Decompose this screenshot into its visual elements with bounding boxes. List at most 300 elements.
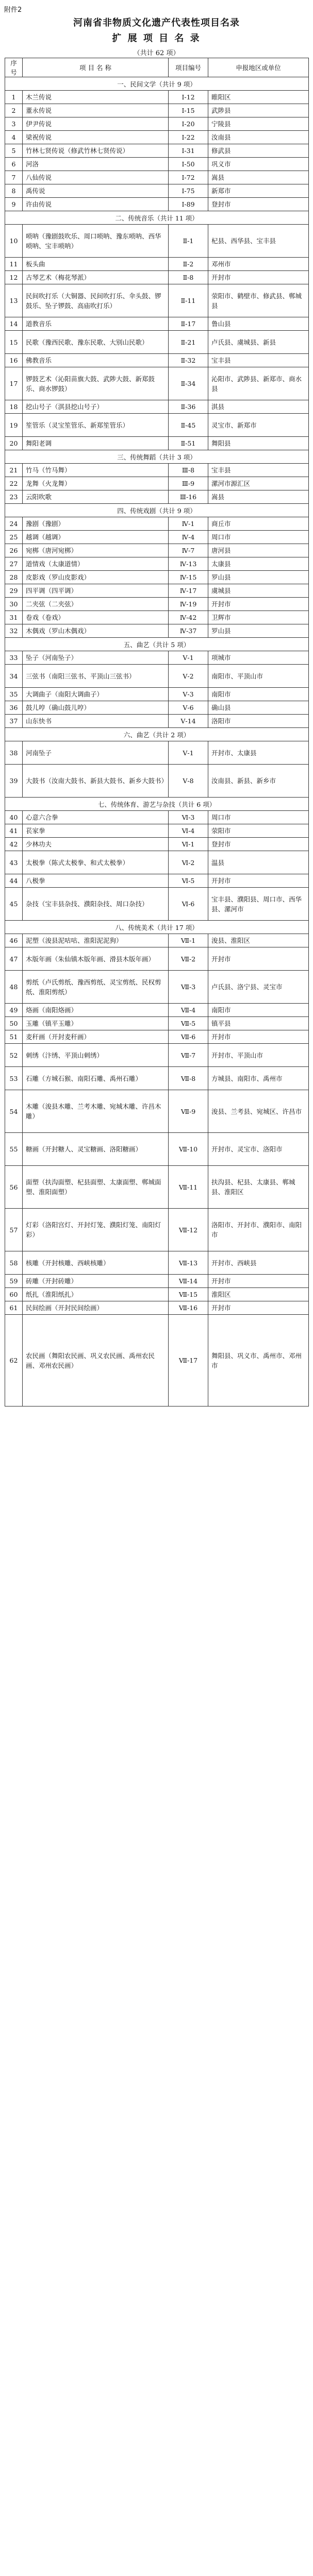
project-code: Ⅶ-14 xyxy=(169,1275,208,1288)
row-number: 30 xyxy=(5,598,23,611)
document-title: 河南省非物质文化遗产代表性项目名录 xyxy=(73,18,240,28)
applicant-unit: 商丘市 xyxy=(208,517,309,531)
row-number: 53 xyxy=(5,1067,23,1090)
table-row xyxy=(5,665,309,688)
table-row xyxy=(5,131,309,144)
project-name: 挖山号子（淇县挖山号子） xyxy=(23,400,169,414)
applicant-unit: 卫辉市 xyxy=(208,611,309,624)
row-number: 10 xyxy=(5,225,23,258)
header-unit: 申报地区或单位 xyxy=(208,58,309,77)
section-heading: 四、传统戏剧（共计 9 项） xyxy=(5,504,309,517)
applicant-unit: 舞阳县、巩义市、禹州市、邓州市 xyxy=(208,1315,309,1406)
project-name: 皮影戏（罗山皮影戏） xyxy=(23,571,169,584)
applicant-unit: 新郑市 xyxy=(208,184,309,198)
project-code: Ⅳ-19 xyxy=(169,598,208,611)
project-code: Ⅳ-42 xyxy=(169,611,208,624)
header-no: 序号 xyxy=(5,58,23,77)
table-row xyxy=(5,531,309,544)
table-row xyxy=(5,331,309,354)
project-code: Ⅰ-22 xyxy=(169,131,208,144)
project-name: 板头曲 xyxy=(23,258,169,271)
table-row xyxy=(5,1067,309,1090)
table-row xyxy=(5,1275,309,1288)
row-number: 31 xyxy=(5,611,23,624)
project-name: 苌家拳 xyxy=(23,824,169,838)
table-row xyxy=(5,91,309,104)
project-code: Ⅵ-5 xyxy=(169,874,208,888)
applicant-unit: 温县 xyxy=(208,851,309,874)
table-row xyxy=(5,437,309,450)
table-row xyxy=(5,571,309,584)
table-row xyxy=(5,851,309,874)
project-code: Ⅵ-6 xyxy=(169,888,208,921)
table-row xyxy=(5,1017,309,1030)
project-name: 四平调（四平调） xyxy=(23,584,169,598)
table-row xyxy=(5,464,309,477)
table-row xyxy=(5,1030,309,1044)
table-row xyxy=(5,1133,309,1166)
table-row xyxy=(5,271,309,284)
table-row xyxy=(5,701,309,715)
section-heading-row xyxy=(5,77,309,91)
row-number: 16 xyxy=(5,354,23,367)
project-code: Ⅶ-5 xyxy=(169,1017,208,1030)
table-row xyxy=(5,517,309,531)
row-number: 27 xyxy=(5,557,23,571)
project-name: 大鼓书（汝南大鼓书、新县大鼓书、新乡大鼓书） xyxy=(23,765,169,798)
project-code: Ⅳ-1 xyxy=(169,517,208,531)
row-number: 52 xyxy=(5,1044,23,1067)
applicant-unit: 漯河市源汇区 xyxy=(208,477,309,490)
applicant-unit: 嵩县 xyxy=(208,490,309,504)
document-subtitle: 扩 展 项 目 名 录 xyxy=(112,33,201,44)
row-number: 22 xyxy=(5,477,23,490)
applicant-unit: 开封市、灵宝市、洛阳市 xyxy=(208,1133,309,1166)
applicant-unit: 灵宝市、新郑市 xyxy=(208,414,309,437)
applicant-unit: 南阳市 xyxy=(208,688,309,701)
project-name: 卷戏（卷戏） xyxy=(23,611,169,624)
project-code: Ⅱ-11 xyxy=(169,284,208,317)
project-code: Ⅲ-8 xyxy=(169,464,208,477)
applicant-unit: 罗山县 xyxy=(208,571,309,584)
table-row xyxy=(5,490,309,504)
applicant-unit: 洛阳市、开封市、濮阳市、南阳市 xyxy=(208,1209,309,1251)
project-name: 竹林七贤传说（修武竹林七贤传说） xyxy=(23,144,169,158)
row-number: 48 xyxy=(5,971,23,1004)
table-row xyxy=(5,1301,309,1315)
row-number: 54 xyxy=(5,1090,23,1133)
table-row xyxy=(5,354,309,367)
project-code: Ⅱ-34 xyxy=(169,367,208,400)
row-number: 4 xyxy=(5,131,23,144)
project-name: 龙舞（火龙舞） xyxy=(23,477,169,490)
row-number: 39 xyxy=(5,765,23,798)
row-number: 61 xyxy=(5,1301,23,1315)
row-number: 29 xyxy=(5,584,23,598)
row-number: 12 xyxy=(5,271,23,284)
project-code: Ⅴ-2 xyxy=(169,665,208,688)
table-row xyxy=(5,715,309,728)
project-code: Ⅳ-17 xyxy=(169,584,208,598)
row-number: 44 xyxy=(5,874,23,888)
applicant-unit: 唐河县 xyxy=(208,544,309,557)
project-code: Ⅴ-14 xyxy=(169,715,208,728)
applicant-unit: 卢氏县、洛宁县、灵宝市 xyxy=(208,971,309,1004)
applicant-unit: 荥阳市 xyxy=(208,824,309,838)
project-code: Ⅱ-45 xyxy=(169,414,208,437)
project-code: Ⅶ-2 xyxy=(169,947,208,971)
project-name: 民间绘画（开封民间绘画） xyxy=(23,1301,169,1315)
row-number: 20 xyxy=(5,437,23,450)
table-row xyxy=(5,584,309,598)
table-row xyxy=(5,824,309,838)
table-row xyxy=(5,611,309,624)
applicant-unit: 沁阳市、武陟县、新郑市、商水县 xyxy=(208,367,309,400)
table-row xyxy=(5,811,309,824)
project-name: 豫剧（豫剧） xyxy=(23,517,169,531)
applicant-unit: 浚县、兰考县、宛城区、许昌市 xyxy=(208,1090,309,1133)
project-code: Ⅰ-20 xyxy=(169,117,208,131)
project-code: Ⅶ-10 xyxy=(169,1133,208,1166)
row-number: 13 xyxy=(5,284,23,317)
project-code: Ⅵ-4 xyxy=(169,824,208,838)
table-row xyxy=(5,1090,309,1133)
project-code: Ⅳ-7 xyxy=(169,544,208,557)
row-number: 17 xyxy=(5,367,23,400)
applicant-unit: 周口市 xyxy=(208,531,309,544)
row-number: 42 xyxy=(5,838,23,851)
section-heading: 八、传统美术（共计 17 项） xyxy=(5,921,309,934)
applicant-unit: 舞阳县 xyxy=(208,437,309,450)
project-name: 锣鼓艺术（沁阳苗旗大鼓、武陟大鼓、新郑鼓乐、商水锣鼓） xyxy=(23,367,169,400)
table-row xyxy=(5,171,309,184)
applicant-unit: 汝南县 xyxy=(208,131,309,144)
row-number: 1 xyxy=(5,91,23,104)
table-row xyxy=(5,557,309,571)
row-number: 37 xyxy=(5,715,23,728)
project-code: Ⅱ-17 xyxy=(169,317,208,331)
project-name: 竹马（竹马舞） xyxy=(23,464,169,477)
row-number: 6 xyxy=(5,158,23,171)
row-number: 40 xyxy=(5,811,23,824)
applicant-unit: 开封市、太康县 xyxy=(208,741,309,765)
applicant-unit: 开封市、平顶山市 xyxy=(208,1044,309,1067)
table-row xyxy=(5,225,309,258)
project-code: Ⅳ-15 xyxy=(169,571,208,584)
project-code: Ⅴ-8 xyxy=(169,765,208,798)
row-number: 46 xyxy=(5,934,23,947)
project-name: 禹传说 xyxy=(23,184,169,198)
project-name: 佛教音乐 xyxy=(23,354,169,367)
row-number: 2 xyxy=(5,104,23,117)
project-code: Ⅵ-2 xyxy=(169,851,208,874)
applicant-unit: 邓州市 xyxy=(208,258,309,271)
table-row xyxy=(5,624,309,638)
project-code: Ⅰ-31 xyxy=(169,144,208,158)
project-name: 石雕（方城石猴、南阳石雕、禹州石雕） xyxy=(23,1067,169,1090)
project-code: Ⅶ-4 xyxy=(169,1004,208,1017)
row-number: 33 xyxy=(5,651,23,665)
table-row xyxy=(5,367,309,400)
table-row xyxy=(5,198,309,211)
project-name: 唢呐（豫剧鼓吹乐、周口唢呐、豫东唢呐、西华唢呐、宝丰唢呐） xyxy=(23,225,169,258)
section-heading-row xyxy=(5,504,309,517)
row-number: 8 xyxy=(5,184,23,198)
project-name: 山东快书 xyxy=(23,715,169,728)
section-heading-row xyxy=(5,638,309,651)
applicant-unit: 鲁山县 xyxy=(208,317,309,331)
project-code: Ⅴ-6 xyxy=(169,701,208,715)
row-number: 32 xyxy=(5,624,23,638)
applicant-unit: 卢氏县、虞城县、新县 xyxy=(208,331,309,354)
project-code: Ⅰ-75 xyxy=(169,184,208,198)
project-name: 糖画（开封糖人、灵宝糖画、洛阳糖画） xyxy=(23,1133,169,1166)
project-code: Ⅰ-15 xyxy=(169,104,208,117)
row-number: 36 xyxy=(5,701,23,715)
table-row xyxy=(5,1166,309,1209)
applicant-unit: 项城市 xyxy=(208,651,309,665)
applicant-unit: 罗山县 xyxy=(208,624,309,638)
row-number: 55 xyxy=(5,1133,23,1166)
table-row xyxy=(5,598,309,611)
project-code: Ⅶ-13 xyxy=(169,1251,208,1275)
project-code: Ⅲ-9 xyxy=(169,477,208,490)
applicant-unit: 开封市 xyxy=(208,271,309,284)
row-number: 38 xyxy=(5,741,23,765)
section-heading: 三、传统舞蹈（共计 3 项） xyxy=(5,450,309,464)
project-code: Ⅰ-89 xyxy=(169,198,208,211)
row-number: 14 xyxy=(5,317,23,331)
table-row xyxy=(5,144,309,158)
section-heading-row xyxy=(5,211,309,225)
applicant-unit: 嵩县 xyxy=(208,171,309,184)
row-number: 3 xyxy=(5,117,23,131)
table-row xyxy=(5,1288,309,1301)
project-code: Ⅱ-2 xyxy=(169,258,208,271)
project-code: Ⅶ-12 xyxy=(169,1209,208,1251)
section-heading-row xyxy=(5,921,309,934)
row-number: 51 xyxy=(5,1030,23,1044)
applicant-unit: 开封市 xyxy=(208,598,309,611)
row-number: 43 xyxy=(5,851,23,874)
table-row xyxy=(5,158,309,171)
project-name: 道情戏（太康道情） xyxy=(23,557,169,571)
project-name: 刺绣（汴绣、平顶山刺绣） xyxy=(23,1044,169,1067)
applicant-unit: 睢阳区 xyxy=(208,91,309,104)
applicant-unit: 宝丰县 xyxy=(208,354,309,367)
project-name: 河南坠子 xyxy=(23,741,169,765)
row-number: 19 xyxy=(5,414,23,437)
applicant-unit: 虞城县 xyxy=(208,584,309,598)
applicant-unit: 方城县、南阳市、禹州市 xyxy=(208,1067,309,1090)
table-row xyxy=(5,888,309,921)
project-name: 河洛 xyxy=(23,158,169,171)
project-name: 八仙传说 xyxy=(23,171,169,184)
table-row xyxy=(5,741,309,765)
row-number: 18 xyxy=(5,400,23,414)
project-code: Ⅱ-51 xyxy=(169,437,208,450)
applicant-unit: 太康县 xyxy=(208,557,309,571)
table-row xyxy=(5,971,309,1004)
project-name: 剪纸（卢氏剪纸、豫西剪纸、灵宝剪纸、民权剪纸、淮阳剪纸） xyxy=(23,971,169,1004)
applicant-unit: 杞县、西华县、宝丰县 xyxy=(208,225,309,258)
project-name: 梁祝传说 xyxy=(23,131,169,144)
project-name: 民间吹打乐（大铜器、民间吹打乐、伞头鼓、锣鼓乐、坠子锣鼓、高庙吹打乐） xyxy=(23,284,169,317)
applicant-unit: 淮阳区 xyxy=(208,1288,309,1301)
applicant-unit: 荥阳市、鹤壁市、修武县、郸城县 xyxy=(208,284,309,317)
project-code: Ⅶ-8 xyxy=(169,1067,208,1090)
section-heading: 六、曲艺（共计 2 项） xyxy=(5,728,309,741)
project-code: Ⅵ-1 xyxy=(169,838,208,851)
row-number: 9 xyxy=(5,198,23,211)
project-name: 伊尹传说 xyxy=(23,117,169,131)
applicant-unit: 登封市 xyxy=(208,198,309,211)
project-name: 董永传说 xyxy=(23,104,169,117)
row-number: 45 xyxy=(5,888,23,921)
applicant-unit: 开封市 xyxy=(208,1030,309,1044)
project-table xyxy=(5,58,309,1406)
table-row xyxy=(5,1251,309,1275)
total-note: （共计 62 项） xyxy=(133,49,180,57)
table-row xyxy=(5,104,309,117)
project-name: 大调曲子（南阳大调曲子） xyxy=(23,688,169,701)
project-code: Ⅲ-16 xyxy=(169,490,208,504)
section-heading-row xyxy=(5,450,309,464)
applicant-unit: 修武县 xyxy=(208,144,309,158)
project-name: 舞阳老调 xyxy=(23,437,169,450)
project-code: Ⅱ-8 xyxy=(169,271,208,284)
table-row xyxy=(5,947,309,971)
project-code: Ⅱ-36 xyxy=(169,400,208,414)
project-code: Ⅶ-1 xyxy=(169,934,208,947)
project-name: 木雕（浚县木雕、兰考木雕、宛城木雕、许昌木雕） xyxy=(23,1090,169,1133)
row-number: 57 xyxy=(5,1209,23,1251)
table-row xyxy=(5,838,309,851)
applicant-unit: 洛阳市 xyxy=(208,715,309,728)
project-code: Ⅶ-9 xyxy=(169,1090,208,1133)
project-code: Ⅶ-11 xyxy=(169,1166,208,1209)
table-row xyxy=(5,765,309,798)
project-code: Ⅴ-3 xyxy=(169,688,208,701)
table-row xyxy=(5,1044,309,1067)
section-heading-row xyxy=(5,728,309,741)
table-row xyxy=(5,1004,309,1017)
project-name: 八极拳 xyxy=(23,874,169,888)
project-name: 民歌（豫西民歌、豫东民歌、大别山民歌） xyxy=(23,331,169,354)
row-number: 47 xyxy=(5,947,23,971)
row-number: 56 xyxy=(5,1166,23,1209)
project-name: 木偶戏（罗山木偶戏） xyxy=(23,624,169,638)
project-code: Ⅶ-7 xyxy=(169,1044,208,1067)
project-code: Ⅴ-1 xyxy=(169,741,208,765)
project-name: 灯彩（洛阳宫灯、开封灯笼、濮阳灯笼、南阳灯彩） xyxy=(23,1209,169,1251)
project-code: Ⅶ-16 xyxy=(169,1301,208,1315)
project-code: Ⅰ-50 xyxy=(169,158,208,171)
project-name: 杂技（宝丰县杂技、濮阳杂技、周口杂技） xyxy=(23,888,169,921)
table-row xyxy=(5,688,309,701)
row-number: 21 xyxy=(5,464,23,477)
row-number: 59 xyxy=(5,1275,23,1288)
applicant-unit: 淇县 xyxy=(208,400,309,414)
project-code: Ⅱ-21 xyxy=(169,331,208,354)
project-name: 农民画（舞阳农民画、巩义农民画、禹州农民画、邓州农民画） xyxy=(23,1315,169,1406)
row-number: 50 xyxy=(5,1017,23,1030)
project-code: Ⅰ-12 xyxy=(169,91,208,104)
applicant-unit: 南阳市 xyxy=(208,1004,309,1017)
project-code: Ⅱ-32 xyxy=(169,354,208,367)
project-code: Ⅴ-1 xyxy=(169,651,208,665)
project-name: 三弦书（南阳三弦书、平顶山三弦书） xyxy=(23,665,169,688)
row-number: 26 xyxy=(5,544,23,557)
project-name: 烙画（南阳烙画） xyxy=(23,1004,169,1017)
table-row xyxy=(5,258,309,271)
row-number: 24 xyxy=(5,517,23,531)
applicant-unit: 开封市 xyxy=(208,947,309,971)
table-row xyxy=(5,184,309,198)
project-code: Ⅵ-3 xyxy=(169,811,208,824)
applicant-unit: 登封市 xyxy=(208,838,309,851)
applicant-unit: 确山县 xyxy=(208,701,309,715)
applicant-unit: 汝南县、新县、新乡市 xyxy=(208,765,309,798)
project-name: 坠子（河南坠子） xyxy=(23,651,169,665)
row-number: 28 xyxy=(5,571,23,584)
table-row xyxy=(5,284,309,317)
attachment-label: 附件2 xyxy=(4,6,22,14)
row-number: 7 xyxy=(5,171,23,184)
header-name: 项 目 名 称 xyxy=(23,58,169,77)
project-code: Ⅳ-13 xyxy=(169,557,208,571)
table-row xyxy=(5,400,309,414)
applicant-unit: 南阳市、平顶山市 xyxy=(208,665,309,688)
table-row xyxy=(5,651,309,665)
applicant-unit: 巩义市 xyxy=(208,158,309,171)
project-name: 纸扎（淮阳纸扎） xyxy=(23,1288,169,1301)
project-code: Ⅰ-72 xyxy=(169,171,208,184)
project-code: Ⅶ-17 xyxy=(169,1315,208,1406)
section-heading: 二、传统音乐（共计 11 项） xyxy=(5,211,309,225)
row-number: 11 xyxy=(5,258,23,271)
table-header-row xyxy=(5,58,309,77)
project-name: 泥塑（浚县泥咕咕、淮阳泥泥狗） xyxy=(23,934,169,947)
project-name: 核雕（开封核雕、西峡核雕） xyxy=(23,1251,169,1275)
project-code: Ⅳ-4 xyxy=(169,531,208,544)
project-name: 木兰传说 xyxy=(23,91,169,104)
applicant-unit: 镇平县 xyxy=(208,1017,309,1030)
table-row xyxy=(5,1315,309,1406)
project-name: 太极拳（陈式太极拳、和式太极拳） xyxy=(23,851,169,874)
row-number: 25 xyxy=(5,531,23,544)
applicant-unit: 浚县、淮阳区 xyxy=(208,934,309,947)
applicant-unit: 宝丰县 xyxy=(208,464,309,477)
table-row xyxy=(5,477,309,490)
table-body xyxy=(5,77,309,1406)
project-name: 二夹弦（二夹弦） xyxy=(23,598,169,611)
project-name: 道教音乐 xyxy=(23,317,169,331)
row-number: 35 xyxy=(5,688,23,701)
section-heading: 五、曲艺（共计 5 项） xyxy=(5,638,309,651)
row-number: 5 xyxy=(5,144,23,158)
project-name: 越调（越调） xyxy=(23,531,169,544)
project-code: Ⅶ-3 xyxy=(169,971,208,1004)
table-row xyxy=(5,874,309,888)
applicant-unit: 开封市、西峡县 xyxy=(208,1251,309,1275)
table-row xyxy=(5,117,309,131)
applicant-unit: 武陟县 xyxy=(208,104,309,117)
row-number: 62 xyxy=(5,1315,23,1406)
project-name: 云阳吹歌 xyxy=(23,490,169,504)
table-row xyxy=(5,1209,309,1251)
applicant-unit: 开封市 xyxy=(208,874,309,888)
